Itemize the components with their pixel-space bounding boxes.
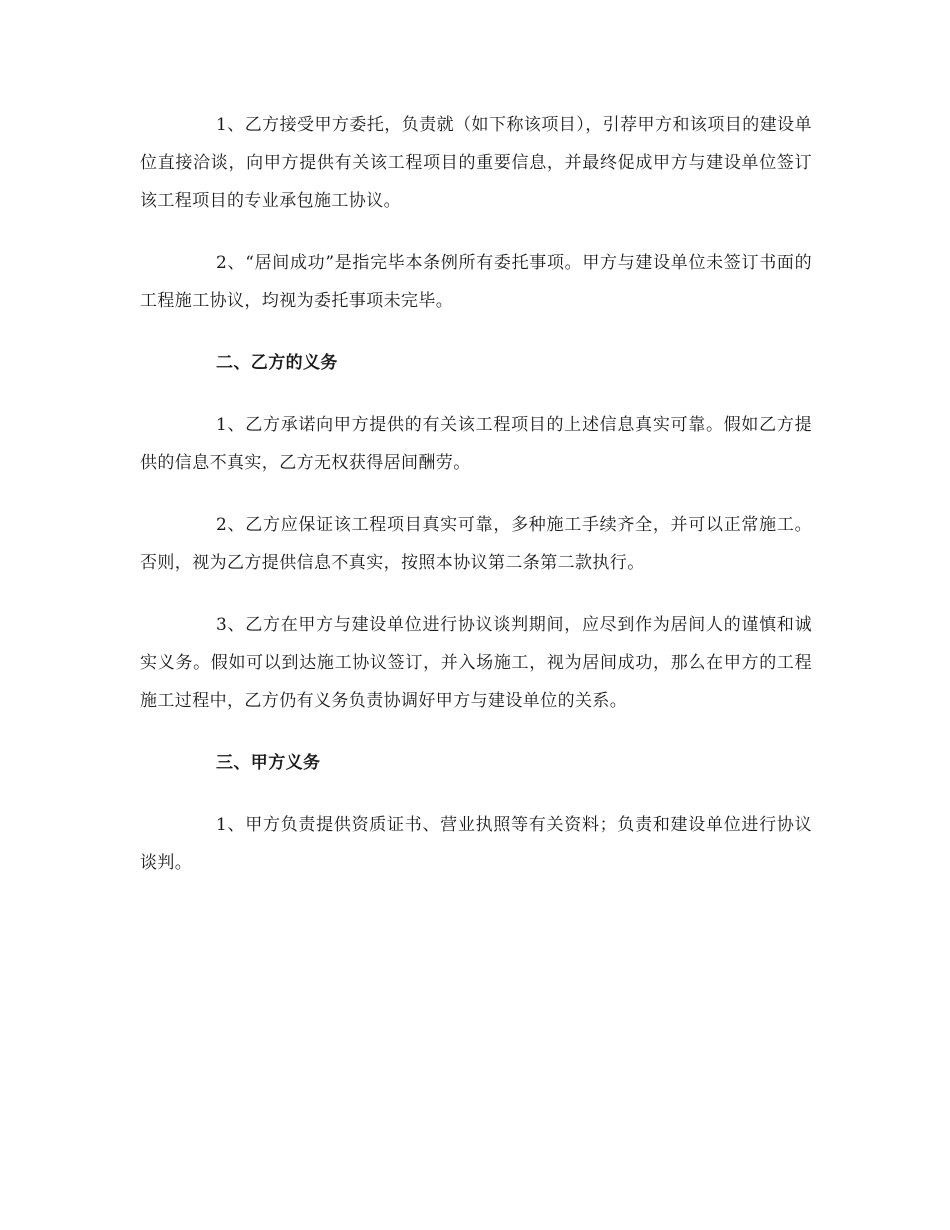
clause-2-3: 3、乙方在甲方与建设单位进行协议谈判期间，应尽到作为居间人的谨慎和诚实义务。假如可以到达施工协议签订，并入场施工，视为居间成功，那么在甲方的工程施工过程中，乙方仍有义务负责协调好甲方与建设单位的关系。 — [140, 615, 812, 711]
clause-1-2: 2、“居间成功”是指完毕本条例所有委托事项。甲方与建设单位未签订书面的工程施工协议，均视为委托事项未完毕。 — [140, 253, 812, 311]
clause-2-2: 2、乙方应保证该工程项目真实可靠，多种施工手续齐全，并可以正常施工。否则，视为乙方提供信息不真实，按照本协议第二条第二款执行。 — [140, 515, 812, 573]
clause-1-1: 1、乙方接受甲方委托，负责就（如下称该项目），引荐甲方和该项目的建设单位直接洽谈，向甲方提供有关该工程项目的重要信息，并最终促成甲方与建设单位签订该工程项目的专业承包施工协议。 — [140, 115, 812, 211]
clause-3-1: 1、甲方负责提供资质证书、营业执照等有关资料；负责和建设单位进行协议谈判。 — [140, 815, 812, 873]
section-heading-2: 二、乙方的义务 — [216, 353, 338, 373]
section-heading-3: 三、甲方义务 — [216, 753, 321, 773]
document-body — [140, 106, 812, 906]
clause-2-1: 1、乙方承诺向甲方提供的有关该工程项目的上述信息真实可靠。假如乙方提供的信息不真实，乙方无权获得居间酬劳。 — [140, 415, 812, 473]
